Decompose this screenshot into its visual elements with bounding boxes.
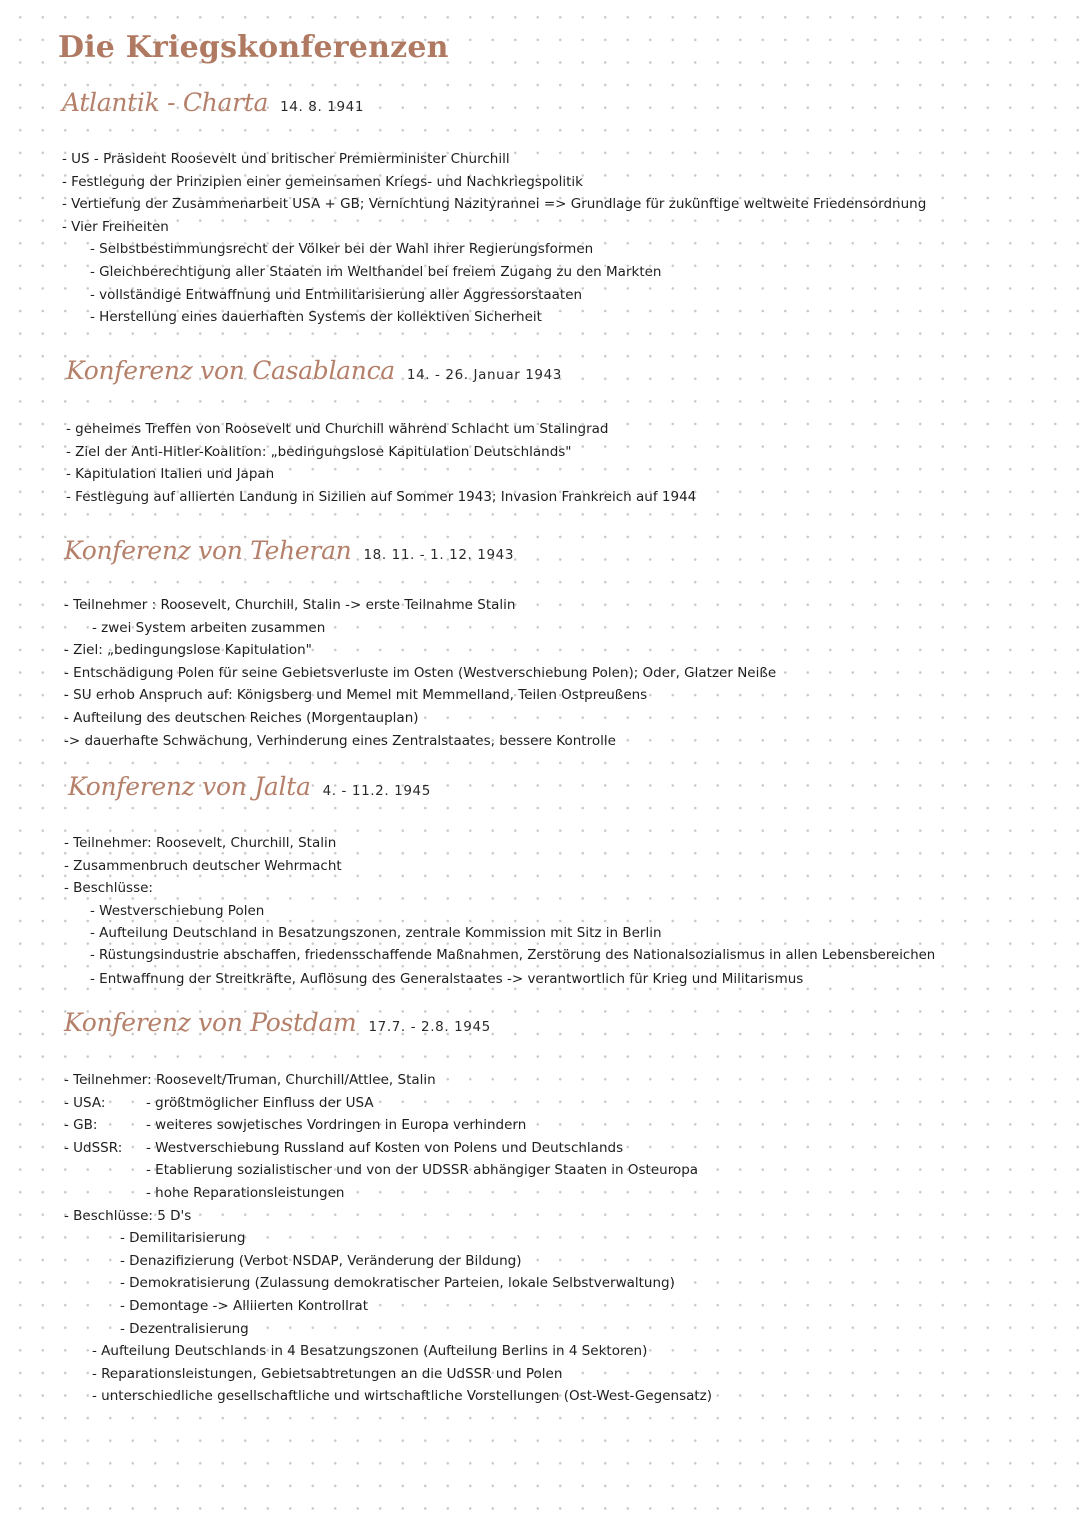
bullet-list (0, 1069, 1080, 1408)
section-title: Konferenz von Casablanca (66, 356, 395, 385)
list-item: - Rüstungsindustrie abschaffen, friedensschaffende Maßnahmen, Zerstörung des Nationalsozialismus in allen Lebensbereichen (90, 947, 936, 963)
list-item: - zwei System arbeiten zusammen (92, 619, 326, 636)
list-item: - Westverschiebung Polen (90, 902, 265, 919)
list-item: - Aufteilung des deutschen Reiches (Morgentauplan) (64, 709, 419, 726)
bullet-list (0, 148, 1080, 329)
section-casablanca (0, 356, 1080, 508)
list-item (0, 1137, 1080, 1160)
list-item: - Demilitarisierung (120, 1230, 246, 1247)
page-title: Die Kriegskonferenzen (58, 30, 449, 65)
section-header (0, 1008, 1080, 1048)
country-point: - Westverschiebung Russland auf Kosten von Polens und Deutschlands (146, 1139, 624, 1156)
list-item: - Aufteilung Deutschlands in 4 Besatzungszonen (Aufteilung Berlins in 4 Sektoren) (92, 1343, 648, 1360)
list-item: - Teilnehmer : Roosevelt, Churchill, Stalin -> erste Teilnahme Stalin (64, 597, 516, 613)
list-item: - geheimes Treffen von Roosevelt und Churchill während Schlacht um Stalingrad (66, 421, 609, 437)
list-item: - Teilnehmer: Roosevelt/Truman, Churchill/Attlee, Stalin (64, 1072, 436, 1088)
section-date: 18. 11. - 1. 12. 1943 (363, 547, 515, 563)
section-date: 14. 8. 1941 (280, 99, 365, 115)
list-item: - hohe Reparationsleistungen (146, 1184, 345, 1201)
list-item: - Denazifizierung (Verbot NSDAP, Veränderung der Bildung) (120, 1252, 522, 1269)
list-item (0, 1092, 1080, 1115)
section-title: Atlantik - Charta (62, 88, 269, 117)
section-title: Konferenz von Postdam (64, 1008, 357, 1037)
list-item (0, 1114, 1080, 1137)
section-jalta (0, 772, 1080, 990)
list-item: - Entwaffnung der Streitkräfte, Auflösung des Generalstaates -> verantwortlich für Krieg und Militarismus (90, 970, 804, 987)
list-item: - Gleichberechtigung aller Staaten im Welthandel bei freiem Zugang zu den Markten (90, 263, 662, 280)
list-item: - Herstellung eines dauerhaften Systems der kollektiven Sicherheit (90, 309, 542, 326)
country-label: - USA: (64, 1094, 106, 1111)
section-header (0, 536, 1080, 576)
list-item: - Aufteilung Deutschland in Besatzungszonen, zentrale Kommission mit Sitz in Berlin (90, 925, 662, 942)
list-item: - Dezentralisierung (120, 1320, 249, 1337)
list-item: - Demokratisierung (Zulassung demokratischer Parteien, lokale Selbstverwaltung) (120, 1275, 675, 1292)
section-title: Konferenz von Teheran (64, 536, 352, 565)
list-item: - Beschlüsse: (64, 880, 153, 897)
list-item: - Selbstbestimmungsrecht der Völker bei der Wahl ihrer Regierungsformen (90, 241, 594, 258)
section-date: 4. - 11.2. 1945 (322, 783, 431, 799)
country-point: - größtmöglicher Einfluss der USA (146, 1094, 374, 1111)
country-label: - GB: (64, 1117, 98, 1134)
list-item: - Ziel: „bedingungslose Kapitulation" (64, 642, 312, 659)
list-item: - Teilnehmer: Roosevelt, Churchill, Stalin (64, 835, 337, 851)
list-item: - unterschiedliche gesellschaftliche und wirtschaftliche Vorstellungen (Ost-West-Gegensatz) (92, 1388, 713, 1405)
list-item: - Kapitulation Italien und Japan (66, 466, 275, 483)
list-item: - Zusammenbruch deutscher Wehrmacht (64, 857, 342, 874)
list-item: - vollständige Entwaffnung und Entmilitarisierung aller Aggressorstaaten (90, 286, 583, 303)
list-item: - Reparationsleistungen, Gebietsabtretungen an die UdSSR und Polen (92, 1365, 563, 1382)
country-point: - weiteres sowjetisches Vordringen in Europa verhindern (146, 1117, 527, 1134)
section-date: 14. - 26. Januar 1943 (406, 367, 562, 383)
list-item: -> dauerhafte Schwächung, Verhinderung eines Zentralstaates, bessere Kontrolle (64, 732, 616, 749)
section-postdam (0, 1008, 1080, 1408)
list-item: - US - Präsident Roosevelt und britischer Premierminister Churchill (62, 151, 510, 167)
section-teheran (0, 536, 1080, 752)
section-atlantik-charta (0, 88, 1080, 329)
list-item: - Vier Freiheiten (62, 218, 169, 235)
list-item: - Beschlüsse: 5 D's (64, 1207, 192, 1224)
bullet-list (0, 832, 1080, 990)
section-header (0, 88, 1080, 128)
list-item: - Etablierung sozialistischer und von der UDSSR abhängiger Staaten in Osteuropa (146, 1162, 699, 1179)
section-header (0, 772, 1080, 812)
list-item: - Festlegung auf allierten Landung in Sizilien auf Sommer 1943; Invasion Frankreich auf 1944 (66, 488, 697, 505)
section-title: Konferenz von Jalta (68, 772, 311, 801)
list-item: - SU erhob Anspruch auf: Königsberg und Memel mit Memmelland, Teilen Ostpreußens (64, 687, 648, 704)
country-label: - UdSSR: (64, 1139, 123, 1156)
list-item: - Ziel der Anti-Hitler-Koalition: „bedingungslose Kapitulation Deutschlands" (66, 443, 572, 460)
section-header (0, 356, 1080, 396)
bullet-list (0, 594, 1080, 752)
section-date: 17.7. - 2.8. 1945 (368, 1019, 491, 1035)
list-item: - Demontage -> Alliierten Kontrollrat (120, 1297, 368, 1314)
list-item: - Vertiefung der Zusammenarbeit USA + GB; Vernichtung Nazityrannei => Grundlage für zukünftige weltweite Friedensordnung (62, 196, 927, 213)
list-item: - Festlegung der Prinzipien einer gemeinsamen Kriegs- und Nachkriegspolitik (62, 173, 583, 190)
bullet-list (0, 418, 1080, 508)
list-item: - Entschädigung Polen für seine Gebietsverluste im Osten (Westverschiebung Polen); Oder, Glatzer Neiße (64, 664, 777, 681)
